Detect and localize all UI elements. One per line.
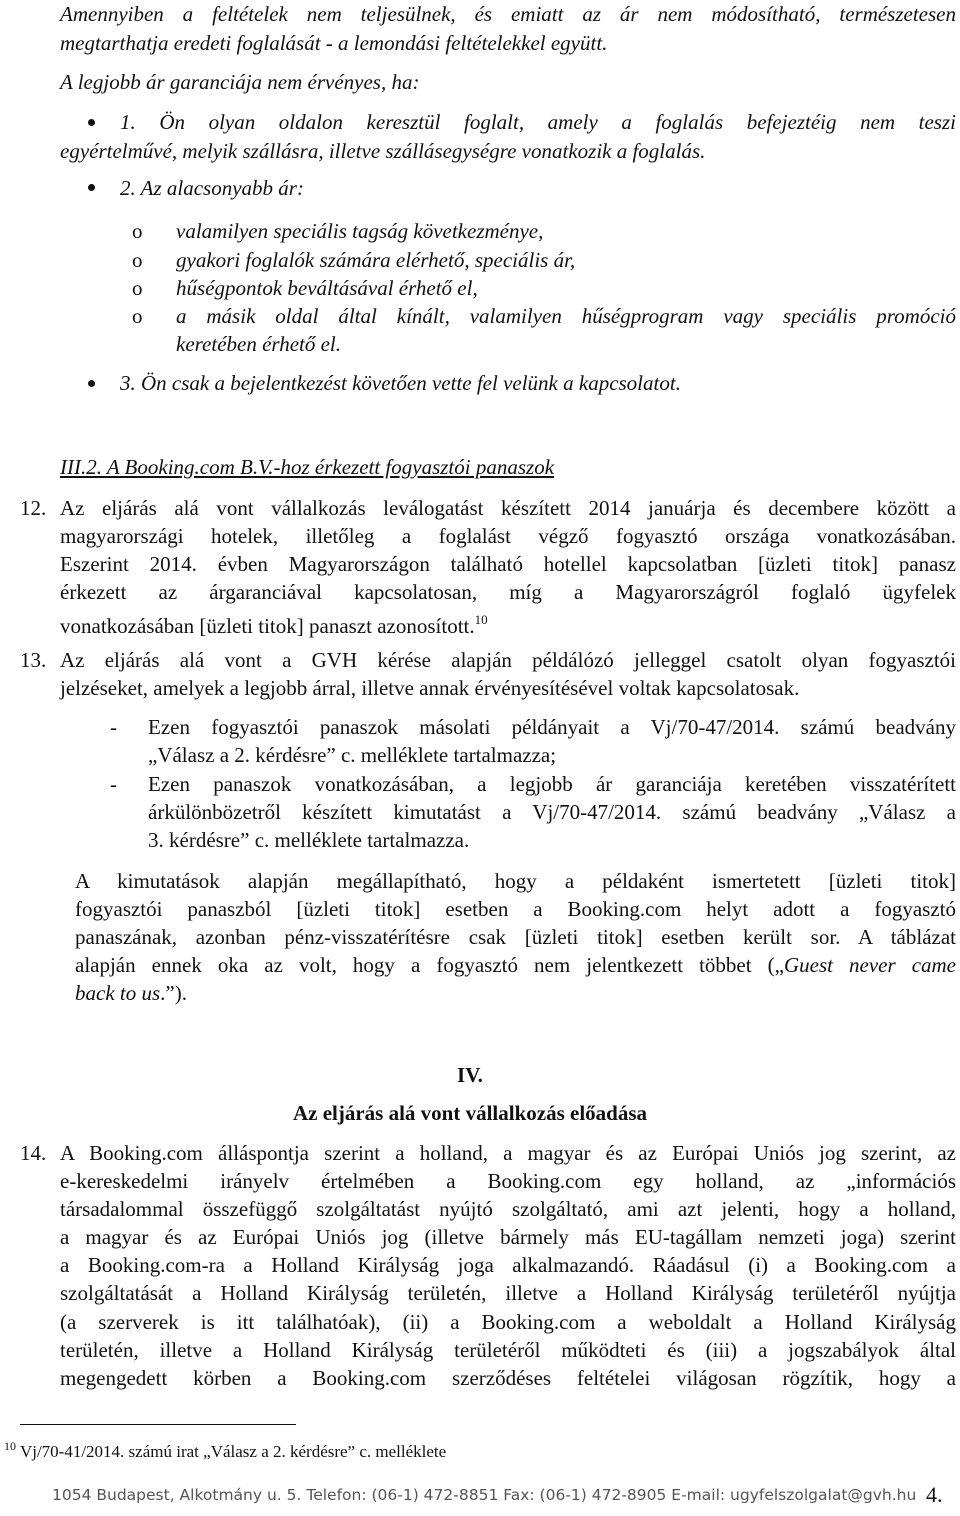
paragraph-line: (a szerverek is itt találhatóak), (ii) a Booking.com a weboldalt a Holland Királyság	[60, 1310, 956, 1334]
sub-list-marker: o	[132, 304, 143, 328]
sub-list-marker: o	[132, 219, 143, 243]
paragraph-line: Eszerint 2014. évben Magyarországon található hotellel kapcsolatban [üzleti titok] panasz	[60, 552, 956, 576]
bullet-icon	[88, 184, 95, 191]
footnote-number: 10	[4, 1439, 16, 1453]
dash-marker: -	[110, 772, 117, 796]
sub-list-item: a másik oldal által kínált, valamilyen hűségprogram vagy speciális promóció	[176, 304, 956, 328]
page-number: 4.	[926, 1482, 943, 1507]
footer-address: 1054 Budapest, Alkotmány u. 5. Telefon: (06-1) 472-8851 Fax: (06-1) 472-8905 E-mail: ugyfelszolgalat@gvh.hu	[52, 1486, 917, 1504]
dash-item-line: „Válasz a 2. kérdésre” c. melléklete tartalmazza;	[148, 743, 557, 767]
bullet-icon	[88, 119, 95, 126]
footnote-text: Vj/70-41/2014. számú irat „Válasz a 2. kérdésre” c. melléklete	[19, 1442, 447, 1461]
footnote-divider	[20, 1424, 296, 1425]
dash-item-line: árkülönbözetről készített kimutatást a Vj/70-47/2014. számú beadvány „Válasz a	[148, 800, 956, 824]
intro-heading: A legjobb ár garanciája nem érvényes, ha:	[60, 70, 420, 94]
quote-italic: back to us	[75, 981, 161, 1005]
paragraph-line: panaszának, azonban pénz-visszatérítésre csak [üzleti titok] esetben került sor. A táblázat	[75, 925, 956, 949]
list-item: egyértelművé, melyik szállásra, illetve szállásegységre vonatkozik a foglalás.	[60, 139, 706, 163]
list-item: 1. Ön olyan oldalon keresztül foglalt, amely a foglalás befejeztéig nem teszi	[120, 110, 956, 134]
dash-item-line: 3. kérdésre” c. melléklete tartalmazza.	[148, 828, 470, 852]
paragraph-line: Az eljárás alá vont vállalkozás leválogatást készített 2014 januárja és decembere között a	[60, 496, 956, 520]
list-item: 3. Ön csak a bejelentkezést követően vette fel velünk a kapcsolatot.	[120, 371, 681, 395]
paragraph-line: érkezett az árgaranciával kapcsolatosan, míg a Magyarországról foglaló ügyfelek	[60, 580, 956, 604]
paragraph-line	[75, 951, 956, 979]
sub-list-marker: o	[132, 276, 143, 300]
intro-paragraph-line: megtarthatja eredeti foglalását - a lemondási feltételekkel együtt.	[60, 31, 608, 55]
paragraph-line: a Booking.com-ra a Holland Királyság joga alkalmazandó. Ráadásul (i) a Booking.com a	[60, 1253, 956, 1277]
dash-item-line: Ezen fogyasztói panaszok másolati példányait a Vj/70-47/2014. számú beadvány	[148, 715, 956, 739]
paragraph-line: A Booking.com álláspontja szerint a holland, a magyar és az Európai Uniós jog szerint, az	[60, 1141, 956, 1165]
paragraph-line: társadalommal összefüggő szolgáltatást nyújtó szolgáltató, ami azt jelenti, hogy a holland,	[60, 1197, 956, 1221]
section-title: III.2. A Booking.com B.V.-hoz érkezett fogyasztói panaszok	[60, 455, 555, 479]
paragraph-number: 12.	[20, 496, 47, 520]
paragraph-line: szolgáltatását a Holland Királyság területén, illetve a Holland Királyság területéről nyújtja	[60, 1281, 956, 1305]
sub-list-marker: o	[132, 248, 143, 272]
paragraph-number: 14.	[20, 1141, 47, 1165]
dash-marker: -	[110, 715, 117, 739]
paragraph-line: területén, illetve a Holland Királyság területéről működteti és (iii) a jogszabályok által	[60, 1338, 956, 1362]
paragraph-line: e-kereskedelmi irányelv értelmében a Booking.com egy holland, az „információs	[60, 1169, 956, 1193]
paragraph-line	[75, 979, 187, 1007]
paragraph-line: jelzéseket, amelyek a legjobb árral, illetve annak érvényesítésével voltak kapcsolatosak.	[60, 676, 800, 700]
sub-list-item: valamilyen speciális tagság következménye,	[176, 219, 544, 243]
sub-list-item: keretében érhető el.	[176, 332, 342, 356]
paragraph-number: 13.	[20, 648, 47, 672]
footnote-ref: 10	[474, 612, 488, 627]
intro-paragraph-line: Amennyiben a feltételek nem teljesülnek, és emiatt az ár nem módosítható, természetesen	[60, 2, 956, 26]
footnote	[4, 1432, 446, 1466]
paragraph-line: A kimutatások alapján megállapítható, hogy a példaként ismertetett [üzleti titok]	[75, 869, 956, 893]
paragraph-line: a magyar és az Európai Uniós jog (illetve bármely más EU-tagállam nemzeti joga) szerint	[60, 1225, 956, 1249]
paragraph-line: fogyasztói panaszból [üzleti titok] esetben a Booking.com helyt adott a fogyasztó	[75, 897, 956, 921]
dash-item-line: Ezen panaszok vonatkozásában, a legjobb ár garanciája keretében visszatérített	[148, 772, 956, 796]
section-number: IV.	[457, 1063, 483, 1087]
list-item: 2. Az alacsonyabb ár:	[120, 176, 304, 200]
paragraph-line: magyarországi hotelek, illetőleg a foglalást végző fogyasztó országa vonatkozásában.	[60, 524, 956, 548]
paragraph-text: .”).	[160, 981, 187, 1005]
paragraph-line: megengedett körben a Booking.com szerződéses feltételei világosan rögzítik, hogy a	[60, 1366, 956, 1390]
quote-italic: Guest never came	[783, 953, 956, 977]
sub-list-item: hűségpontok beváltásával érhető el,	[176, 276, 478, 300]
paragraph-text: alapján ennek oka az volt, hogy a fogyasztó nem jelentkezett többet („	[75, 953, 784, 977]
section-title: Az eljárás alá vont vállalkozás előadása	[292, 1101, 648, 1125]
paragraph-line: vonatkozásában [üzleti titok] panaszt azonosított.	[60, 614, 475, 638]
bullet-icon	[88, 380, 95, 387]
paragraph-line: Az eljárás alá vont a GVH kérése alapján példálózó jelleggel csatolt olyan fogyasztói	[60, 648, 956, 672]
sub-list-item: gyakori foglalók számára elérhető, speciális ár,	[176, 248, 576, 272]
